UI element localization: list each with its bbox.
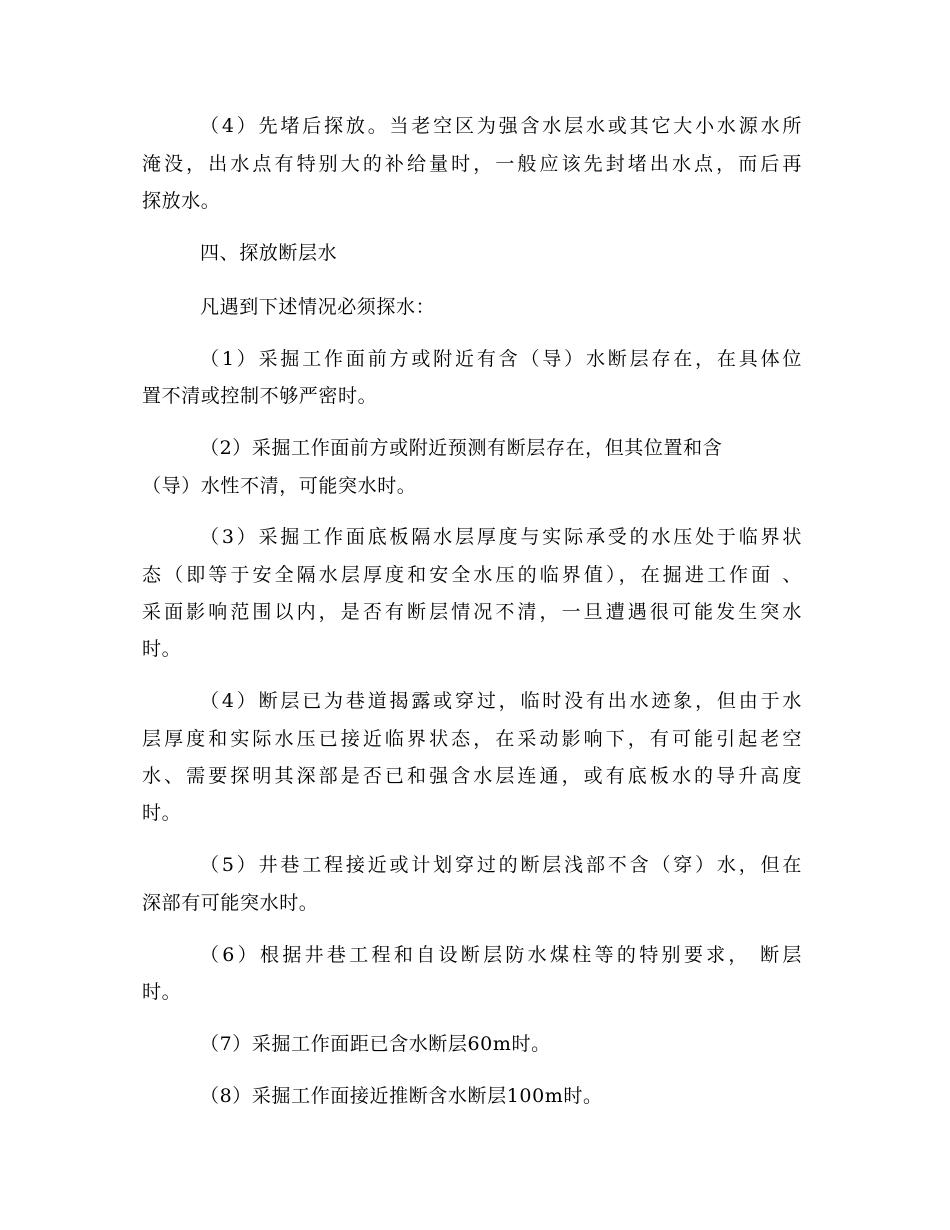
paragraph-line: 态（即等于安全隔水层厚度和安全水压的临界值），在掘进工作面 、 (142, 564, 802, 586)
paragraph-line: （4）先堵后探放。当老空区为强含水层水或其它大小水源水所 (200, 115, 802, 137)
paragraph-line: 置不清或控制不够严密时。 (142, 385, 378, 407)
paragraph-line: 时。 (142, 981, 182, 1003)
paragraph-line: （3）采掘工作面底板隔水层厚度与实际承受的水压处于临界状 (200, 526, 802, 548)
paragraph-line: 淹没，出水点有特别大的补给量时，一般应该先封堵出水点，而后再 (142, 153, 802, 175)
paragraph-line: 凡遇到下述情况必须探水： (200, 296, 436, 318)
paragraph-line: 采面影响范围以内，是否有断层情况不清，一旦遭遇很可能发生突水 (142, 601, 802, 623)
paragraph-line: 水、需要探明其深部是否已和强含水层连通，或有底板水的导升高度 (142, 765, 802, 787)
paragraph-line: （1）采掘工作面前方或附近有含（导）水断层存在，在具体位 (200, 348, 802, 370)
paragraph-line: （7）采掘工作面距已含水断层60m时。 (200, 1033, 551, 1055)
paragraph-line: 时。 (142, 638, 182, 660)
paragraph-line: 探放水。 (142, 190, 221, 212)
paragraph-line: （4）断层已为巷道揭露或穿过，临时没有出水迹象，但由于水 (200, 690, 802, 712)
paragraph-line: （8）采掘工作面接近推断含水断层100m时。 (200, 1085, 603, 1107)
paragraph-line: （6）根据井巷工程和自设断层防水煤柱等的特别要求， 断层 (200, 944, 802, 966)
paragraph-line: （5）井巷工程接近或计划穿过的断层浅部不含（穿）水，但在 (200, 854, 802, 876)
paragraph-line: （导）水性不清，可能突水时。 (142, 475, 417, 497)
paragraph-line: 时。 (142, 802, 182, 824)
paragraph-line: （2）采掘工作面前方或附近预测有断层存在，但其位置和含 (200, 437, 723, 459)
section-heading: 四、探放断层水 (200, 242, 338, 264)
paragraph-line: 深部有可能突水时。 (142, 892, 319, 914)
paragraph-line: 层厚度和实际水压已接近临界状态，在采动影响下，有可能引起老空 (142, 728, 802, 750)
